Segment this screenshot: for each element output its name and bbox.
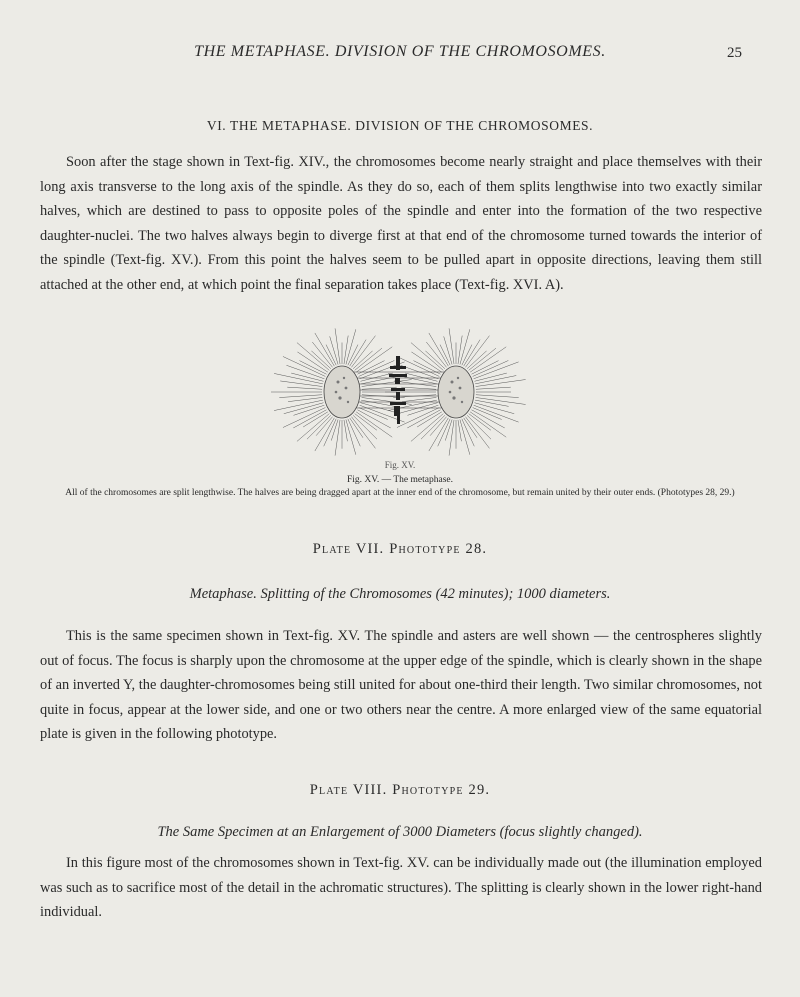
aster-ray <box>279 395 322 398</box>
aster-ray <box>429 333 449 366</box>
aster-ray <box>299 361 326 375</box>
aster-ray <box>411 343 443 371</box>
aster-ray <box>359 408 388 420</box>
aster-ray <box>297 343 329 371</box>
aster-ray <box>401 387 436 389</box>
aster-ray <box>350 340 366 367</box>
aster-ray <box>421 415 445 439</box>
aster-ray <box>407 410 440 428</box>
paragraph-plate-vii: This is the same specimen shown in Text-fig. XV. The spindle and asters are well shown — the centrospheres slightly out of focus. The focus is sharply upon the chromosome at the upper edge of the spindle, which is clearly shown in the shape of an inverted Y, the daughter-chromosomes being still united for about one-third their length. Two similar chromosomes, not quite in focus, appear at the lower side, and one or two others near the centre. A more enlarged view of the same equatorial plate is given in the following phototype. <box>40 628 762 742</box>
aster-ray <box>464 340 480 367</box>
aster-ray <box>307 415 331 439</box>
aster-ray <box>315 333 335 366</box>
aster-ray <box>474 405 519 422</box>
section-title: VI. THE METAPHASE. DIVISION OF THE CHROMOSOMES. <box>206 118 594 133</box>
aster-ray <box>476 397 526 404</box>
aster-ray <box>425 351 444 369</box>
figure-title: Fig. XV. — The metaphase. <box>347 475 453 485</box>
aster-ray <box>474 403 514 414</box>
aster-ray <box>467 415 491 439</box>
aster-ray <box>405 373 437 381</box>
paragraph-plate-viii: In this figure most of the chromosomes shown in Text-fig. XV. can be individually made out (the illumination employed was such as to sacrifice most of the detail in the achromatic structures). The splitting is clearly shown in the lower right-hand individual. <box>40 855 762 920</box>
page-number: 25 <box>727 45 742 61</box>
aster-ray <box>297 414 329 442</box>
plate-subtitle: Metaphase. Splitting of the Chromosomes (42 minutes); 1000 diameters. <box>189 586 611 602</box>
aster-ray <box>402 397 436 401</box>
aster-ray <box>360 373 392 381</box>
aster-ray <box>449 420 454 456</box>
aster-ray <box>471 361 498 375</box>
figure-mark: Fig. XV. <box>384 460 416 470</box>
aster-ray <box>449 328 454 364</box>
aster-ray <box>335 420 340 456</box>
aster-ray <box>351 417 375 449</box>
aster-ray <box>476 380 526 387</box>
aster-ray <box>293 410 326 428</box>
plate-subtitle: The Same Specimen at an Enlargement of 3000 Diameters (focus slightly changed). <box>157 824 643 840</box>
running-head: THE METAPHASE. DIVISION OF THE CHROMOSOMES. <box>194 43 606 60</box>
aster-ray <box>274 400 323 410</box>
aster-ray <box>475 400 508 406</box>
aster-ray <box>417 412 442 427</box>
aster-ray <box>476 395 519 398</box>
paragraph-intro: Soon after the stage shown in Text-fig. XIV., the chromosomes become nearly straight and place themselves with their long axis transverse to the long axis of the spindle. As they do so, each of them splits lengthwise into two exactly similar halves, which are destined to pass to opposite poles of the spindle and enter into the formation of the two respective daughter-nuclei. The two halves always begin to diverge first at that end of the chromosome turned towards the interior of the spindle (Text-fig. XV.). From this point the halves seem to be pulled apart in opposite directions, leaving them still attached at the other end, at which point the final separation takes place (Text-fig. XVI. A). <box>40 154 762 293</box>
aster-ray <box>474 373 506 381</box>
aster-ray <box>283 408 325 428</box>
aster-ray <box>344 336 348 365</box>
aster-ray <box>315 418 335 451</box>
aster-ray <box>473 408 502 420</box>
aster-ray <box>311 351 330 369</box>
aster-ray <box>467 351 486 369</box>
aster-ray <box>353 415 377 439</box>
aster-ray <box>361 400 394 406</box>
aster-ray <box>397 408 439 428</box>
metaphase-illustration <box>258 312 542 462</box>
aster-ray <box>476 387 511 389</box>
aster-ray <box>335 328 340 364</box>
plate-heading: Plate VIII. Phototype 29. <box>309 782 491 798</box>
aster-ray <box>429 418 449 451</box>
aster-ray <box>303 412 328 427</box>
aster-ray <box>353 351 372 369</box>
aster-ray <box>280 381 322 387</box>
figure-caption: All of the chromosomes are split lengthwise. The halves are being dragged apart at the inner end of the chromosome, but remain united by their outer ends. (Phototypes 28, 29.) <box>65 488 735 498</box>
aster-ray <box>411 414 443 442</box>
aster-ray <box>458 336 462 365</box>
aster-ray <box>362 380 412 387</box>
plate-heading: Plate VII. Phototype 28. <box>312 541 488 557</box>
aster-ray <box>287 387 322 389</box>
aster-ray <box>288 397 322 401</box>
aster-ray <box>291 373 323 381</box>
aster-ray <box>465 417 489 449</box>
